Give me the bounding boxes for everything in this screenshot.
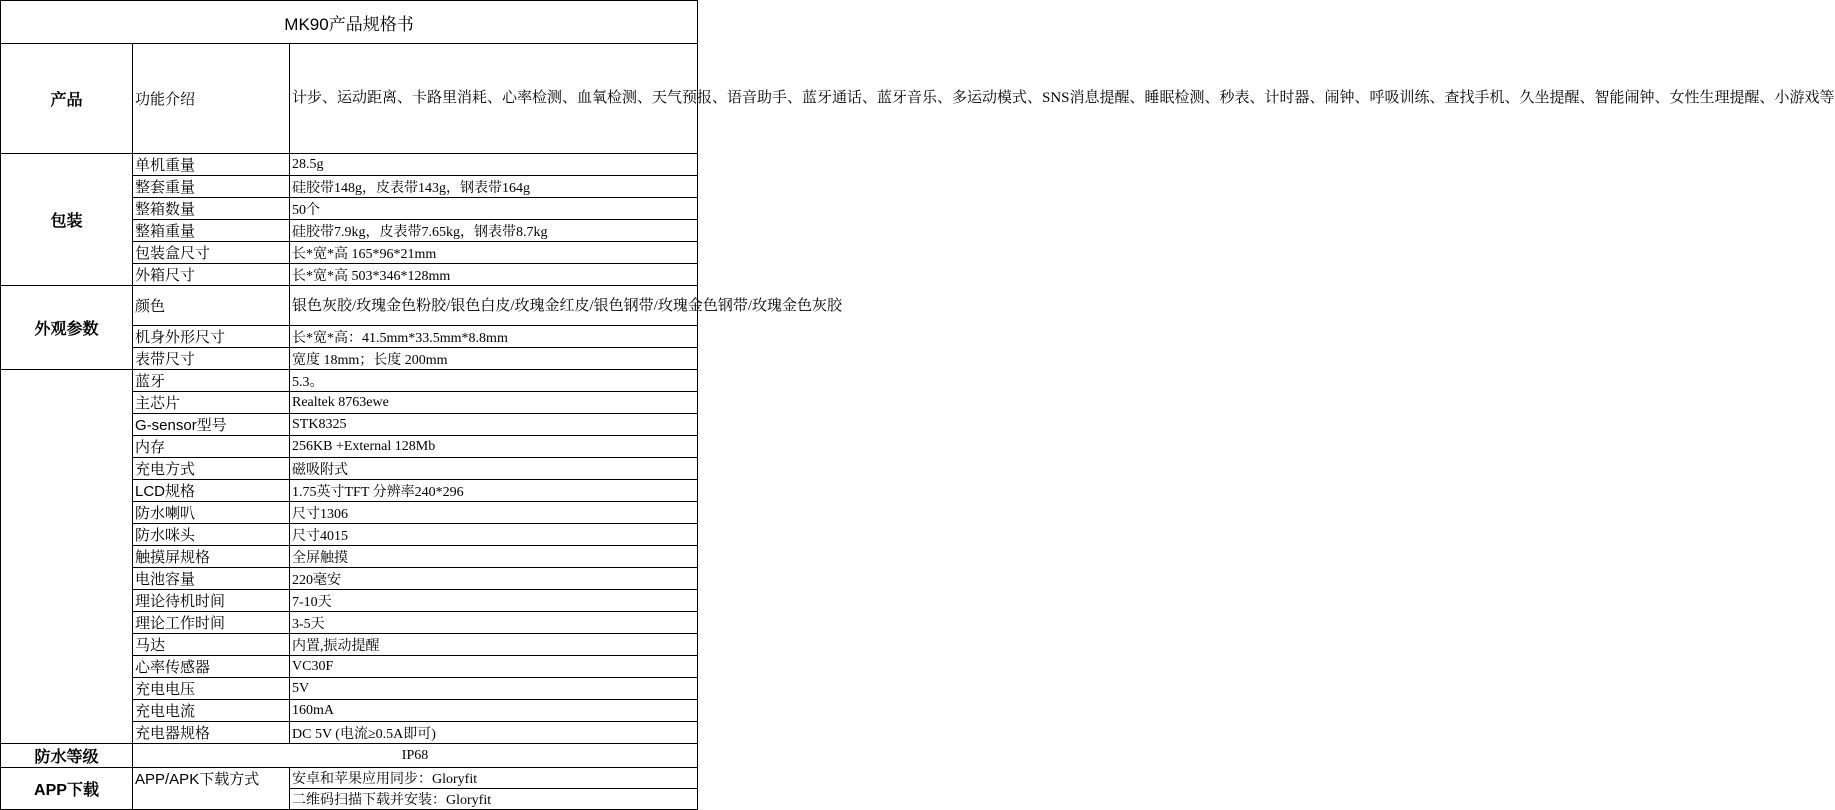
spec-value: 磁吸附式 xyxy=(290,458,698,480)
spec-value: 硅胶带7.9kg，皮表带7.65kg，钢表带8.7kg xyxy=(290,220,698,242)
spec-label: 外箱尺寸 xyxy=(133,264,290,286)
app-download-value: 安卓和苹果应用同步：Gloryfit xyxy=(290,768,698,789)
spec-label: 理论待机时间 xyxy=(133,590,290,612)
feature-value: 计步、运动距离、卡路里消耗、心率检测、血氧检测、天气预报、语音助手、蓝牙通话、蓝牙音乐、多运动模式、SNS消息提醒、睡眠检测、秒表、计时器、闹钟、呼吸训练、查找手机、久坐提醒、智能闹钟、女性生理提醒、小游戏等 xyxy=(290,44,698,154)
spec-value: 28.5g xyxy=(290,154,698,176)
spec-value: 50个 xyxy=(290,198,698,220)
spec-label: 防水咪头 xyxy=(133,524,290,546)
spec-label: 理论工作时间 xyxy=(133,612,290,634)
spec-value: 尺寸4015 xyxy=(290,524,698,546)
spec-value: VC30F xyxy=(290,656,698,678)
spec-label: 整套重量 xyxy=(133,176,290,198)
spec-value: 尺寸1306 xyxy=(290,502,698,524)
spec-label: 蓝牙 xyxy=(133,370,290,392)
spec-label: 主芯片 xyxy=(133,392,290,414)
color-label: 颜色 xyxy=(133,286,290,326)
color-value: 银色灰胶/玫瑰金色粉胶/银色白皮/玫瑰金红皮/银色钢带/玫瑰金色钢带/玫瑰金色灰胶 xyxy=(290,286,698,326)
category-waterproof: 防水等级 xyxy=(1,744,133,768)
spec-value: 长*宽*高 503*346*128mm xyxy=(290,264,698,286)
spec-label: 单机重量 xyxy=(133,154,290,176)
spec-label: 触摸屏规格 xyxy=(133,546,290,568)
spec-value: DC 5V (电流≥0.5A即可) xyxy=(290,722,698,744)
spec-label: 马达 xyxy=(133,634,290,656)
spec-label: 充电电流 xyxy=(133,700,290,722)
spec-label: 充电方式 xyxy=(133,458,290,480)
spec-label: 防水喇叭 xyxy=(133,502,290,524)
app-qr-value: 二维码扫描下载并安装：Gloryfit xyxy=(290,789,698,810)
spec-label: 充电器规格 xyxy=(133,722,290,744)
category-product: 产品 xyxy=(1,44,133,154)
spec-label: 包装盒尺寸 xyxy=(133,242,290,264)
spec-value: 3-5天 xyxy=(290,612,698,634)
spec-value: 内置,振动提醒 xyxy=(290,634,698,656)
spec-value: 220毫安 xyxy=(290,568,698,590)
category-app: APP下载 xyxy=(1,768,133,810)
spec-value: STK8325 xyxy=(290,414,698,436)
spec-value: 256KB +External 128Mb xyxy=(290,436,698,458)
app-download-label: APP/APK下载方式 xyxy=(133,768,290,810)
category-hardware xyxy=(1,370,133,744)
category-appearance: 外观参数 xyxy=(1,286,133,370)
spec-value: 宽度 18mm；长度 200mm xyxy=(290,348,698,370)
waterproof-value: IP68 xyxy=(133,744,698,768)
page-title: MK90产品规格书 xyxy=(1,1,698,44)
spec-label: 充电电压 xyxy=(133,678,290,700)
spec-label: 电池容量 xyxy=(133,568,290,590)
spec-label: 机身外形尺寸 xyxy=(133,326,290,348)
spec-value: 硅胶带148g，皮表带143g，钢表带164g xyxy=(290,176,698,198)
spec-value: 7-10天 xyxy=(290,590,698,612)
spec-value: 长*宽*高：41.5mm*33.5mm*8.8mm xyxy=(290,326,698,348)
spec-value: 5V xyxy=(290,678,698,700)
spec-label: 心率传感器 xyxy=(133,656,290,678)
spec-value: 全屏触摸 xyxy=(290,546,698,568)
spec-label: G-sensor型号 xyxy=(133,414,290,436)
spec-label: 整箱数量 xyxy=(133,198,290,220)
spec-value: 长*宽*高 165*96*21mm xyxy=(290,242,698,264)
spec-value: 160mA xyxy=(290,700,698,722)
spec-label: 整箱重量 xyxy=(133,220,290,242)
spec-value: Realtek 8763ewe xyxy=(290,392,698,414)
spec-value: 1.75英寸TFT 分辨率240*296 xyxy=(290,480,698,502)
spec-label: 内存 xyxy=(133,436,290,458)
spec-label: LCD规格 xyxy=(133,480,290,502)
feature-label: 功能介绍 xyxy=(133,44,290,154)
spec-label: 表带尺寸 xyxy=(133,348,290,370)
spec-value: 5.3。 xyxy=(290,370,698,392)
category-packaging: 包装 xyxy=(1,154,133,286)
